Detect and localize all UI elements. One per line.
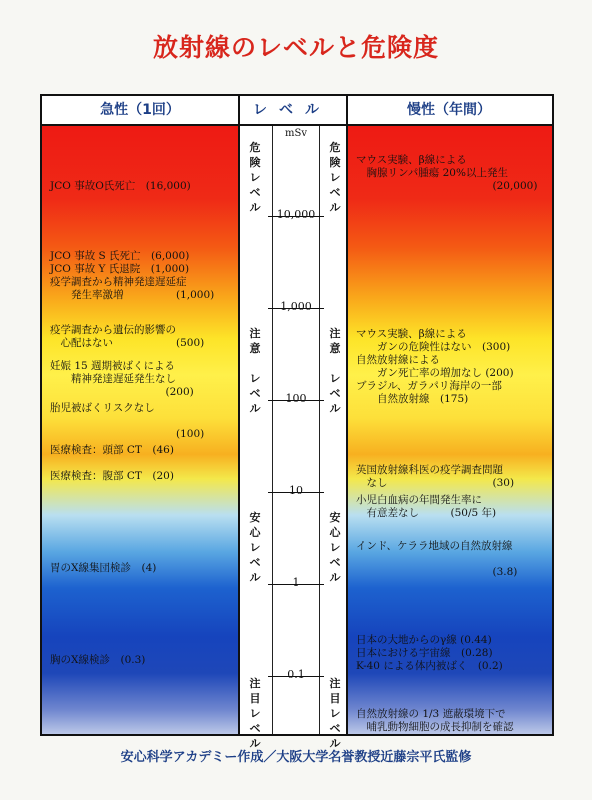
zone-label-danger-left: 危 険 レ ベ ル	[249, 141, 261, 214]
chronic-item: 英国放射線科医の疫学調査問題 なし (30)	[356, 464, 515, 489]
zone-label-safe-right: 安 心 レ ベ ル	[329, 511, 341, 584]
acute-item: 胸のX線検診 (0.3)	[50, 654, 146, 666]
chronic-item: インド、ケララ地域の自然放射線 (3.8)	[356, 540, 518, 578]
acute-item: 疫学調査から遺伝的影響の 心配はない (500)	[50, 324, 205, 349]
scale-tick-label: 1,000	[280, 300, 312, 313]
zone-label-attention-right: 注 目 レ ベ ル	[329, 677, 341, 750]
acute-item: JCO 事故 S 氏死亡 (6,000) JCO 事故 Y 氏退院 (1,000) 疫学調査から精神発達遅延症 発生率激増 (1,000)	[50, 250, 215, 301]
acute-item: JCO 事故O氏死亡 (16,000)	[50, 180, 191, 192]
footer-credit: 安心科学アカデミー作成／大阪大学名誉教授近藤宗平氏監修	[120, 750, 472, 765]
acute-item: 医療検査：頭部 CT (46)	[50, 444, 174, 456]
acute-item: 胎児被ばくリスクなし (100)	[50, 402, 205, 440]
chronic-item: 小児白血病の年間発生率に 有意差なし (50/5 年)	[356, 494, 497, 519]
scale-tick-label: 0.1	[287, 668, 305, 681]
header-acute: 急性（1回）	[100, 102, 180, 118]
divider-right	[346, 96, 348, 734]
header-level: レベル	[253, 102, 331, 118]
chronic-item: 日本の大地からのγ線 (0.44) 日本における宇宙線 (0.28) K-40 による体内被ばく (0.2)	[356, 634, 503, 672]
scale-tick-label: 10,000	[276, 208, 316, 221]
acute-item: 胃のX線集団検診 (4)	[50, 562, 157, 574]
scale-tick-label: 1	[292, 576, 300, 589]
chronic-item: マウス実験、β線による ガンの危険性はない (300) 自然放射線による ガン死亡率の増加なし (200) ブラジル、ガラパリ海岸の一部 自然放射線 (175)	[356, 328, 514, 405]
scale-tick-label: 10	[289, 484, 303, 497]
scale-tick-label: 100	[285, 392, 307, 405]
zone-label-attention-left: 注 目 レ ベ ル	[249, 677, 261, 750]
header-chronic: 慢性（年間）	[407, 102, 491, 118]
chronic-item: マウス実験、β線による 胸腺リンパ腫瘍 20%以上発生 (20,000)	[356, 154, 538, 192]
zone-label-caution-right: 注 意 レ ベ ル	[329, 327, 341, 415]
radiation-chart-frame	[40, 94, 554, 750]
divider-left	[238, 96, 240, 734]
chronic-item: 自然放射線の 1/3 遮蔽環境下で 哺乳動物細胞の成長抑制を確認	[356, 708, 514, 733]
zone-label-safe-left: 安 心 レ ベ ル	[249, 511, 261, 584]
table-header	[42, 96, 552, 126]
acute-item: 医療検査：腹部 CT (20)	[50, 470, 174, 482]
scale-unit: mSv	[285, 128, 307, 139]
zone-label-danger-right: 危 険 レ ベ ル	[329, 141, 341, 214]
page-title: 放射線のレベルと危険度	[152, 33, 439, 62]
acute-item: 妊娠 15 週期被ばくによる 精神発達遅延発生なし (200)	[50, 360, 194, 398]
zone-label-caution-left: 注 意 レ ベ ル	[249, 327, 261, 415]
